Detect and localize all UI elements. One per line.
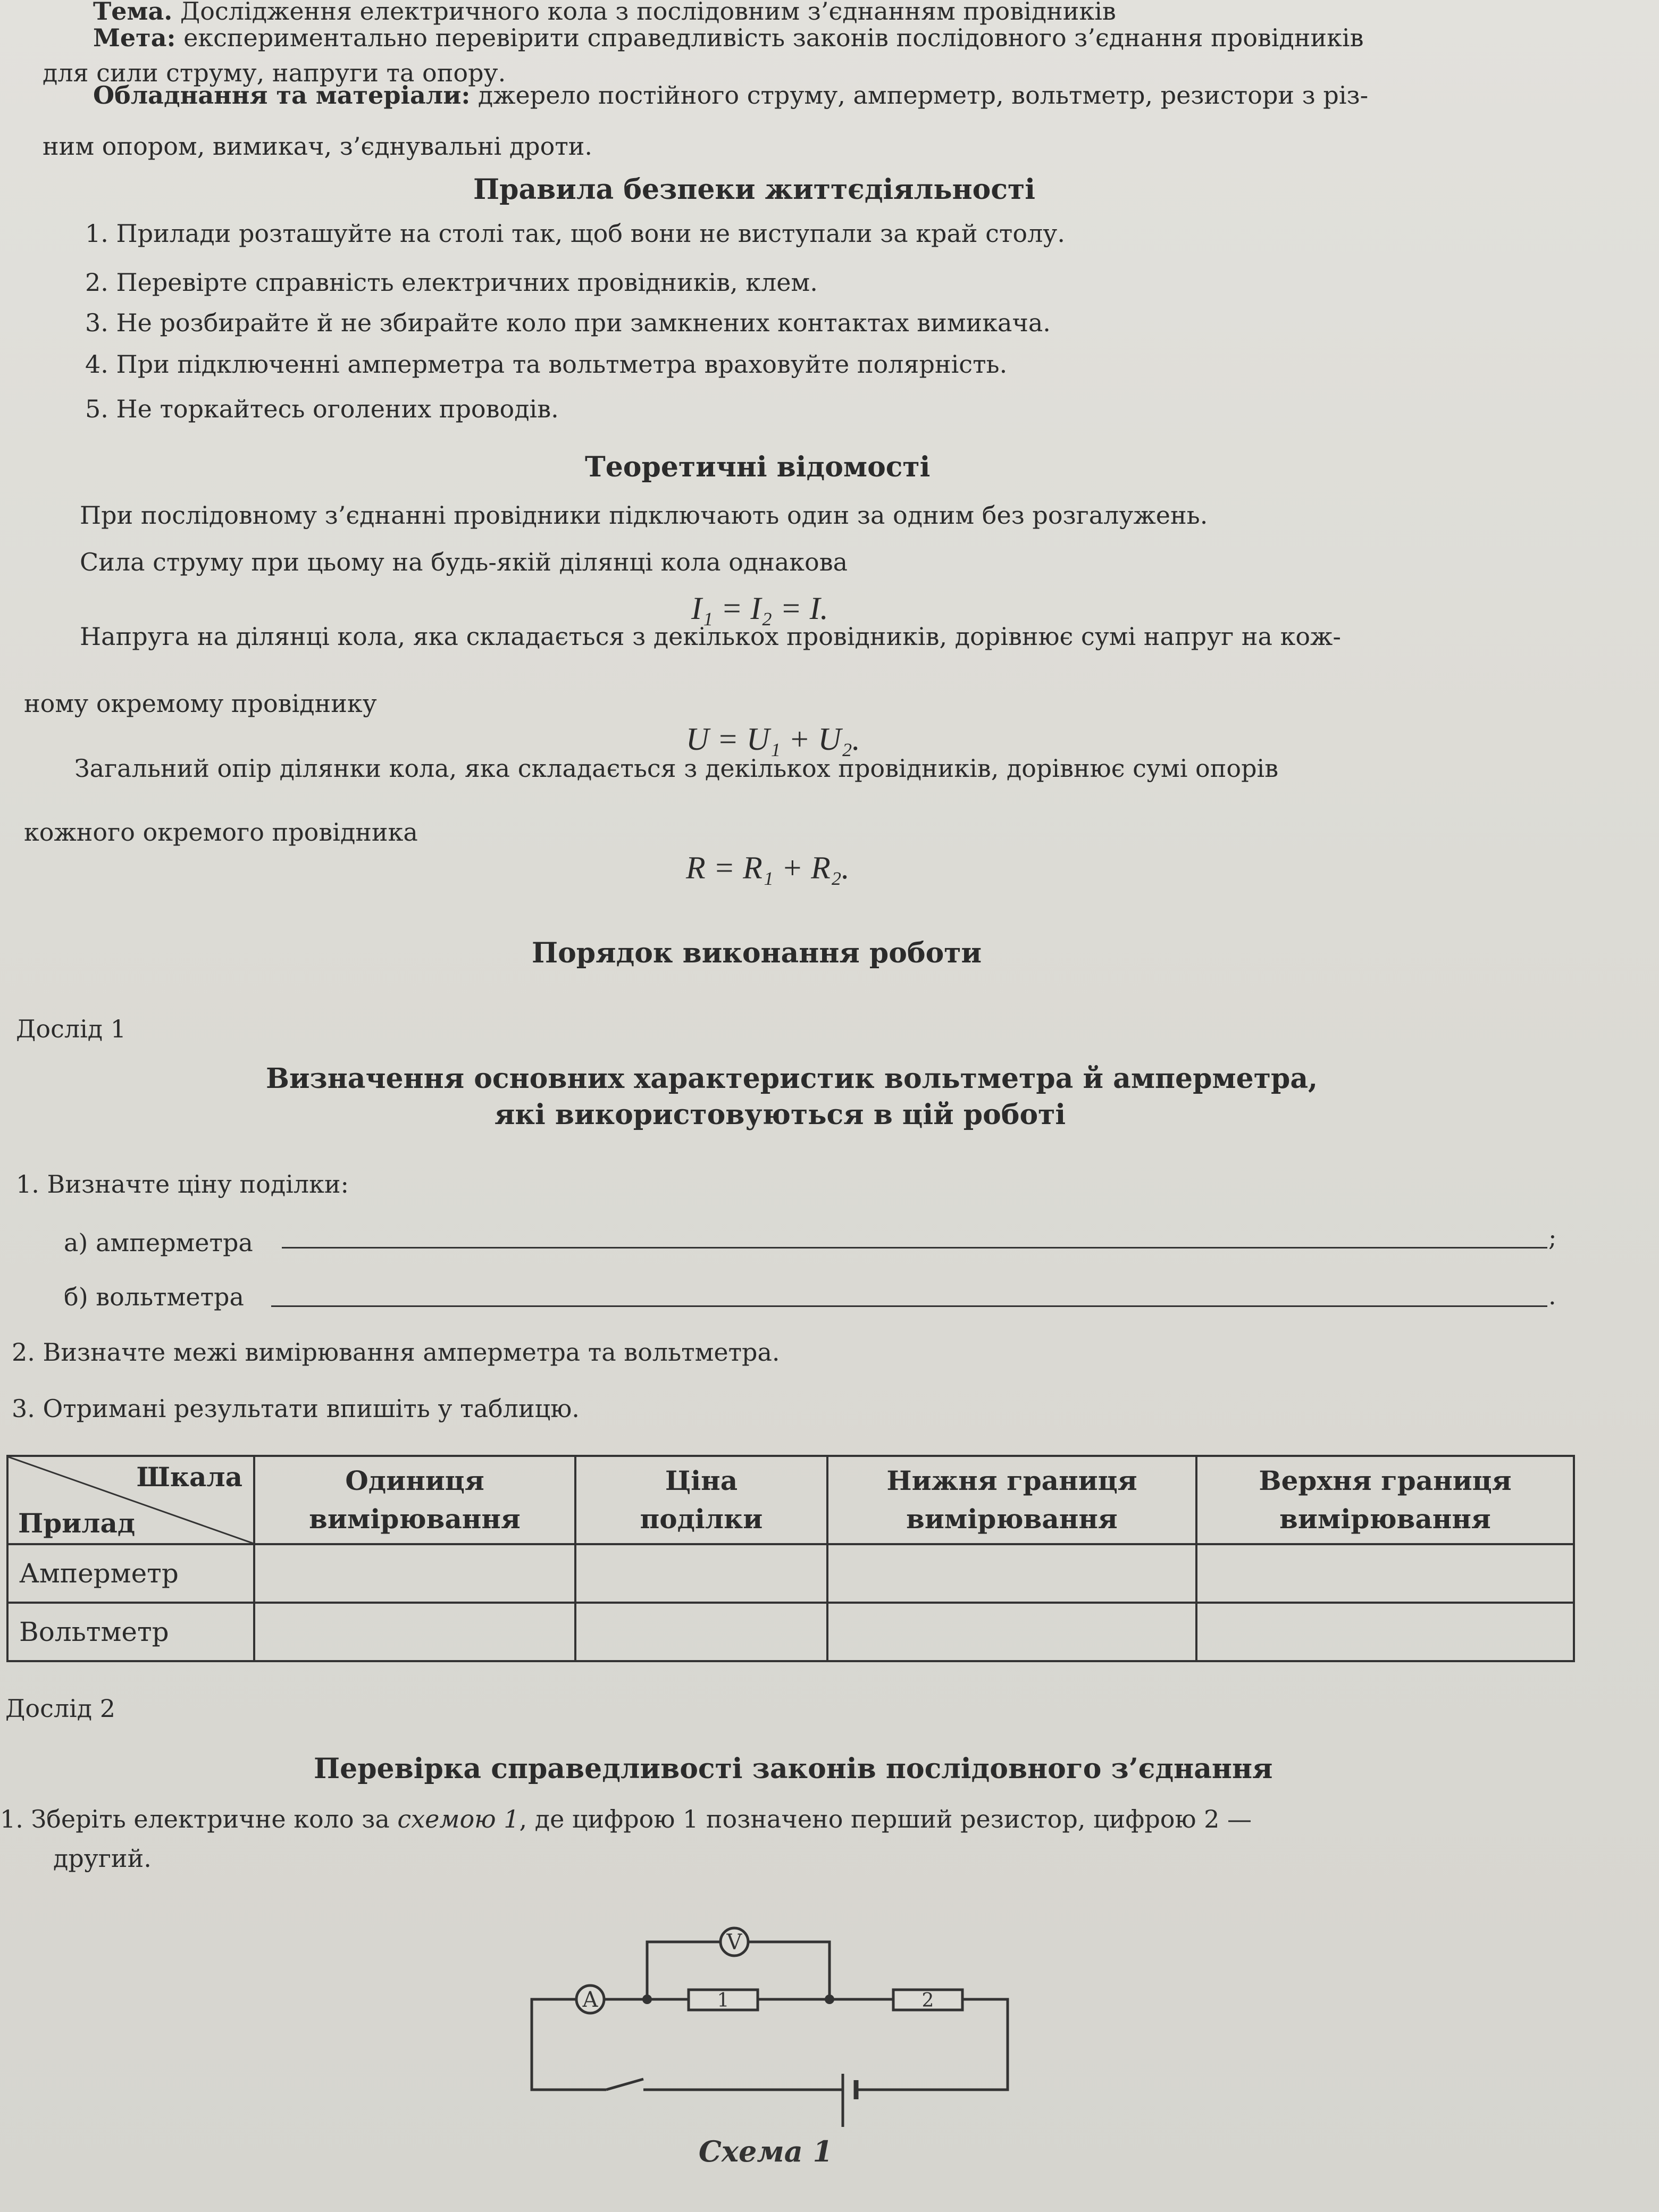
resistor-2-label: 2: [921, 1990, 934, 2012]
experiment-2-step-1-cont: другий.: [53, 1844, 152, 1873]
equipment-line: [93, 81, 1368, 110]
schema-caption: Схема 1: [698, 2134, 833, 2168]
row-label-voltmeter: Вольтметр: [7, 1603, 254, 1661]
column-header-upper-line2: вимірювання: [1279, 1503, 1491, 1535]
column-header-lower-limit: [827, 1456, 1196, 1544]
experiment-2-step-1-start: 1. Зберіть електричне коло за: [0, 1805, 398, 1833]
wire-r2-battery: [856, 1999, 1008, 2090]
formula-voltage: U = U₁ + U₂.: [686, 722, 860, 757]
column-header-unit: [254, 1456, 575, 1544]
circuit-schema-1: [510, 1893, 1032, 2180]
theory-p2-line2: ному окремому провіднику: [24, 689, 377, 718]
step-1b-label: б) вольтметра: [64, 1283, 244, 1311]
step-1b-answer-line[interactable]: [271, 1305, 1547, 1307]
step-1a-label: а) амперметра: [64, 1228, 253, 1257]
corner-label-device: Прилад: [18, 1507, 136, 1539]
experiment-1-title-line2: які використовуються в цій роботі: [495, 1099, 1066, 1131]
junction-right: [825, 1995, 834, 2004]
step-1a-answer-line[interactable]: [282, 1247, 1547, 1249]
safety-title: Правила безпеки життєдіяльності: [473, 173, 1035, 206]
cell-ammeter-upper[interactable]: [1196, 1544, 1574, 1603]
theory-p1-line1: При послідовному з’єднанні провідники підключають один за одним без розгалужень.: [80, 501, 1208, 530]
ammeter-label: A: [582, 1988, 598, 2012]
safety-rule-5: 5. Не торкайтесь оголених проводів.: [85, 395, 559, 423]
formula-resistance: R = R₁ + R₂.: [686, 850, 850, 885]
goal-text-1: експериментально перевірити справедливість законів послідовного з’єднання провідників: [183, 23, 1364, 52]
formula-current: I₁ = I₂ = I.: [691, 591, 828, 626]
safety-rule-1: 1. Прилади розташуйте на столі так, щоб вони не виступали за край столу.: [85, 219, 1065, 248]
column-header-unit-line2: вимірювання: [309, 1503, 521, 1535]
equipment-text-2: ним опором, вимикач, з’єднувальні дроти.: [43, 132, 593, 161]
column-header-lower-line1: Нижня границя: [886, 1465, 1137, 1496]
experiment-2-label: Дослід 2: [5, 1694, 115, 1723]
cell-voltmeter-upper[interactable]: [1196, 1603, 1574, 1661]
column-header-division-line1: Ціна: [665, 1465, 738, 1496]
column-header-unit-line1: Одиниця: [345, 1465, 484, 1496]
safety-rule-3: 3. Не розбирайте й не збирайте коло при замкнених контактах вимикача.: [85, 308, 1051, 337]
experiment-2-title: Перевірка справедливості законів послідовного з’єднання: [314, 1753, 1273, 1785]
safety-rule-2: 2. Перевірте справність електричних провідників, клем.: [85, 268, 818, 297]
column-header-division: [575, 1456, 827, 1544]
cell-voltmeter-unit[interactable]: [254, 1603, 575, 1661]
safety-rule-4: 4. При підключенні амперметра та вольтметра враховуйте полярність.: [85, 350, 1008, 379]
corner-label-scale: Шкала: [136, 1461, 242, 1493]
column-header-division-line2: поділки: [640, 1503, 763, 1535]
experiment-1-title-line1: Визначення основних характеристик вольтметра й амперметра,: [266, 1062, 1318, 1095]
goal-text-2: для сили струму, напруги та опору.: [43, 58, 506, 87]
step-1b-end: .: [1548, 1281, 1556, 1310]
cell-ammeter-division[interactable]: [575, 1544, 827, 1603]
step-1: 1. Визначте ціну поділки:: [16, 1170, 349, 1199]
experiment-2-step-1-end: , де цифрою 1 позначено перший резистор, цифрою 2 —: [519, 1805, 1252, 1833]
topic-label: Тема.: [93, 0, 173, 26]
goal-label: Мета:: [93, 23, 176, 52]
junction-left: [642, 1995, 652, 2004]
table-row: [7, 1544, 1574, 1603]
experiment-1-label: Дослід 1: [16, 1015, 126, 1043]
experiment-2-step-1: [0, 1805, 1252, 1833]
cell-ammeter-unit[interactable]: [254, 1544, 575, 1603]
procedure-title: Порядок виконання роботи: [532, 937, 982, 969]
experiment-2-schema-ref: схемою 1: [397, 1805, 520, 1833]
topic-text: Дослідження електричного кола з послідовним з’єднанням провідників: [180, 0, 1116, 26]
step-3: 3. Отримані результати впишіть у таблицю.: [12, 1394, 580, 1423]
theory-p3-line1: Загальний опір ділянки кола, яка складається з декількох провідників, дорівнює сумі опорів: [74, 754, 1279, 783]
theory-p1-line2: Сила струму при цьому на будь-якій ділянці кола однакова: [80, 548, 848, 576]
column-header-lower-line2: вимірювання: [906, 1503, 1118, 1535]
goal-line: [93, 23, 1364, 52]
cell-voltmeter-division[interactable]: [575, 1603, 827, 1661]
table-header-row: [7, 1456, 1574, 1544]
equipment-text-1: джерело постійного струму, амперметр, вольтметр, резистори з різ-: [477, 81, 1369, 110]
topic-line: [93, 0, 1116, 26]
resistor-1-label: 1: [717, 1990, 730, 2012]
switch-blade: [606, 2079, 643, 2090]
equipment-label: Обладнання та матеріали:: [93, 81, 471, 110]
row-label-ammeter: Амперметр: [7, 1544, 254, 1603]
wire-voltmeter-right: [748, 1942, 830, 1999]
voltmeter-label: V: [726, 1930, 742, 1955]
theory-title: Теоретичні відомості: [585, 451, 931, 483]
step-2: 2. Визначте межі вимірювання амперметра та вольтметра.: [12, 1338, 780, 1367]
column-header-upper-line1: Верхня границя: [1259, 1465, 1512, 1496]
cell-ammeter-lower[interactable]: [827, 1544, 1196, 1603]
theory-p3-line2: кожного окремого провідника: [24, 818, 418, 847]
results-table: [6, 1455, 1575, 1662]
table-row: [7, 1603, 1574, 1661]
column-header-upper-limit: [1196, 1456, 1574, 1544]
cell-voltmeter-lower[interactable]: [827, 1603, 1196, 1661]
step-1a-end: ;: [1548, 1223, 1557, 1252]
theory-p2-line1: Напруга на ділянці кола, яка складається з декількох провідників, дорівнює сумі напруг на кож-: [80, 622, 1341, 651]
table-corner-cell: [7, 1456, 254, 1544]
